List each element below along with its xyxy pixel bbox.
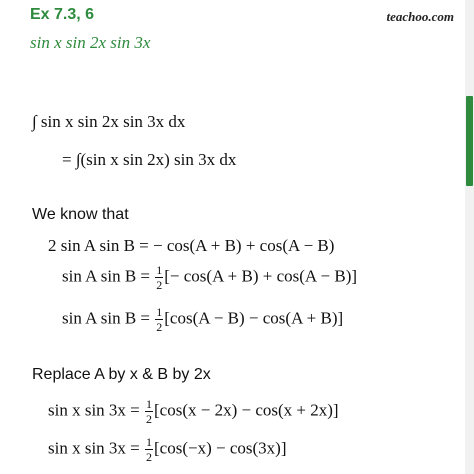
half-fraction: $\frac{1}{2}$ — [156, 305, 163, 334]
identity-line-3 — [62, 306, 343, 333]
brand-logo-text: teachoo.com — [386, 9, 454, 24]
substitution-line-1 — [48, 398, 339, 425]
integral-line-1: ∫ sin x sin 2x sin 3x dx — [32, 112, 186, 131]
sub1-lhs: sin x sin 3x = — [48, 400, 140, 420]
identity3-lhs: sin A sin B = — [62, 308, 151, 328]
identity2-rhs: [− cos(A + B) + cos(A − B)] — [164, 266, 358, 286]
integral-line-2: = ∫(sin x sin 2x) sin 3x dx — [62, 150, 237, 169]
exercise-title: Ex 7.3, 6 — [30, 6, 95, 23]
sub1-rhs: [cos(x − 2x) − cos(x + 2x)] — [154, 400, 339, 420]
half-fraction: $\frac{1}{2}$ — [146, 435, 153, 464]
sub2-rhs: [cos(−x) − cos(3x)] — [154, 438, 287, 458]
identity3-rhs: [cos(A − B) − cos(A + B)] — [164, 308, 344, 328]
sub2-lhs: sin x sin 3x = — [48, 438, 140, 458]
substitution-line-2 — [48, 436, 286, 463]
scrollbar-track[interactable] — [465, 0, 474, 474]
scrollbar-thumb[interactable] — [466, 96, 473, 186]
identity-line-1: 2 sin A sin B = − cos(A + B) + cos(A − B) — [48, 236, 335, 255]
we-know-heading: We know that — [32, 206, 129, 223]
identity-line-2 — [62, 264, 357, 291]
replace-heading: Replace A by x & B by 2x — [32, 366, 211, 383]
half-fraction: $\frac{1}{2}$ — [156, 263, 163, 292]
identity2-lhs: sin A sin B = — [62, 266, 151, 286]
half-fraction: $\frac{1}{2}$ — [146, 397, 153, 426]
question-expression: sin x sin 2x sin 3x — [30, 33, 151, 52]
